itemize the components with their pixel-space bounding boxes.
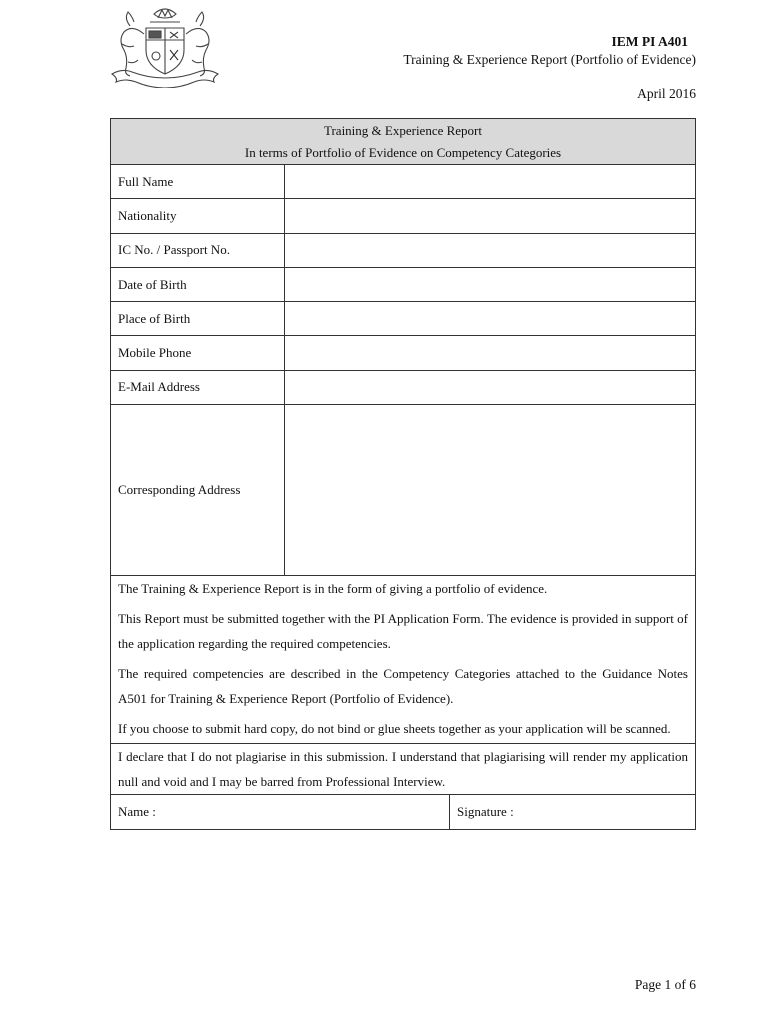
form-heading-line2: In terms of Portfolio of Evidence on Competency Categories [244, 145, 562, 160]
field-row-nationality [111, 199, 696, 233]
place-of-birth-field[interactable] [285, 302, 696, 336]
report-form-table [110, 118, 696, 830]
corresponding-address-field[interactable] [285, 405, 696, 576]
field-row-mobile-phone [111, 336, 696, 370]
form-heading-line1: Training & Experience Report [323, 123, 482, 138]
document-code: IEM PI A401 [611, 34, 688, 49]
ic-passport-field[interactable] [285, 233, 696, 267]
instruction-paragraph: The required competencies are described in the Competency Categories attached to the Guidance Notes A501 for Training & Experience Report (Portfolio of Evidence). [118, 666, 688, 707]
email-field[interactable] [285, 370, 696, 404]
document-date: April 2016 [637, 86, 696, 101]
field-label: Nationality [111, 199, 285, 233]
signature-label: Signature : [457, 804, 514, 820]
field-row-ic-passport [111, 233, 696, 267]
nationality-field[interactable] [285, 199, 696, 233]
instruction-paragraph: The Training & Experience Report is in the form of giving a portfolio of evidence. [118, 581, 548, 597]
crest-icon [108, 4, 222, 88]
signature-field[interactable] [450, 795, 695, 829]
instruction-paragraph: This Report must be submitted together with the PI Application Form. The evidence is provided in support of the application regarding the required competencies. [118, 611, 688, 652]
form-heading [111, 119, 696, 165]
field-row-email [111, 370, 696, 404]
declaration-text: I declare that I do not plagiarise in this submission. I understand that plagiarising will render my application null and void and I may be barred from Professional Interview. [111, 744, 696, 795]
field-label: E-Mail Address [111, 370, 285, 404]
instructions-block [111, 576, 696, 744]
field-label: Place of Birth [111, 302, 285, 336]
field-label: Date of Birth [111, 267, 285, 301]
field-label: Corresponding Address [111, 405, 285, 576]
field-row-full-name [111, 165, 696, 199]
field-label: IC No. / Passport No. [111, 233, 285, 267]
field-row-date-of-birth [111, 267, 696, 301]
field-label: Mobile Phone [111, 336, 285, 370]
field-label: Full Name [111, 165, 285, 199]
mobile-phone-field[interactable] [285, 336, 696, 370]
date-of-birth-field[interactable] [285, 267, 696, 301]
iem-crest-logo [108, 4, 222, 88]
signature-row [111, 795, 696, 830]
field-row-place-of-birth [111, 302, 696, 336]
field-row-address [111, 405, 696, 576]
name-label: Name : [118, 804, 156, 820]
name-field[interactable] [111, 795, 450, 829]
page-number: Page 1 of 6 [634, 977, 696, 992]
instruction-paragraph: If you choose to submit hard copy, do not bind or glue sheets together as your application will be scanned. [118, 721, 671, 737]
full-name-field[interactable] [285, 165, 696, 199]
document-title: Training & Experience Report (Portfolio of Evidence) [403, 52, 696, 67]
